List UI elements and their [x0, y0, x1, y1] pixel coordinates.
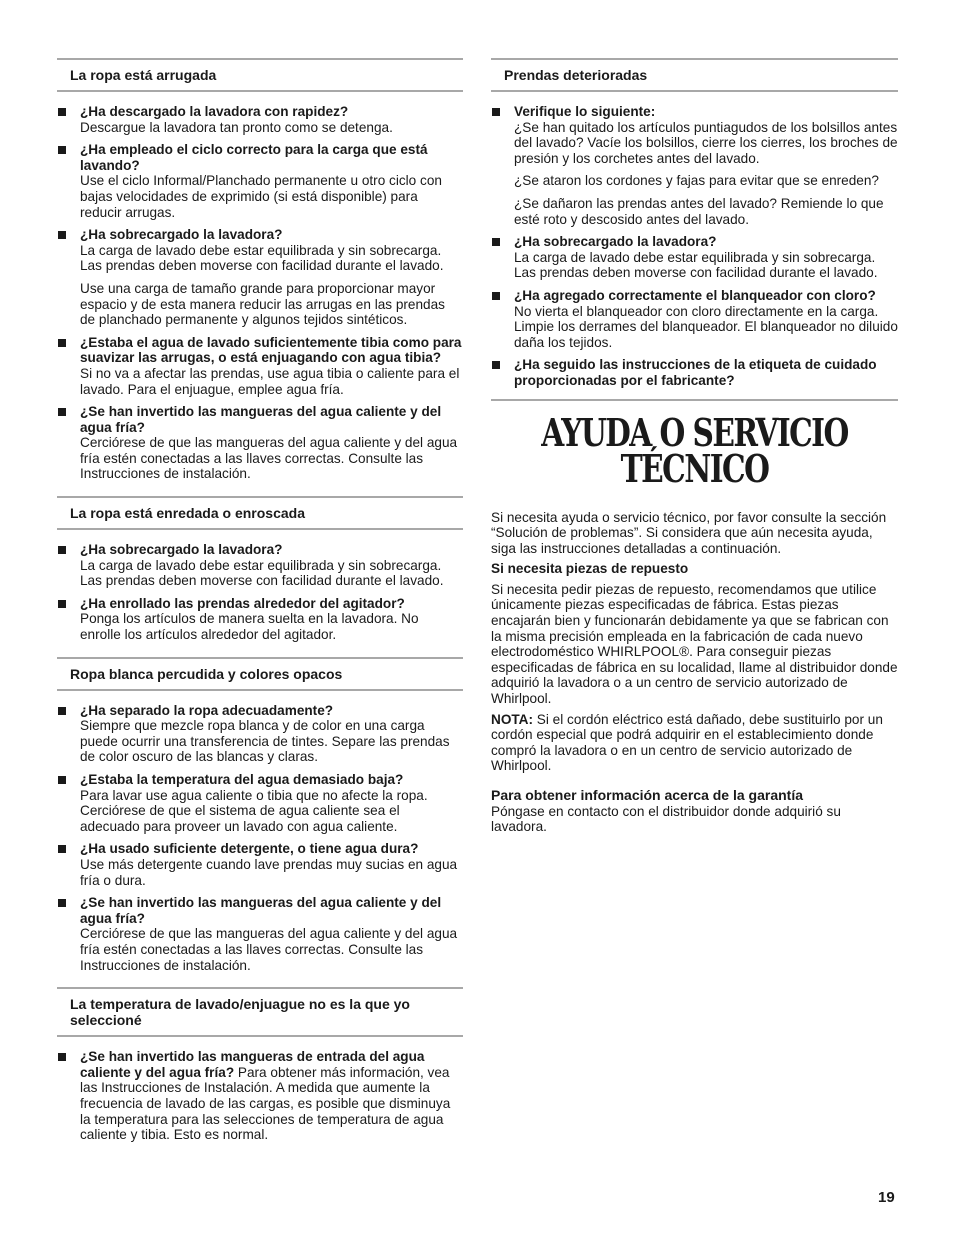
- item-extra-text: ¿Se dañaron las prendas antes del lavado? Remiende lo que esté roto y descosido antes del lavado.: [514, 195, 884, 227]
- section-heading: Ropa blanca percudida y colores opacos: [57, 657, 463, 691]
- item-text: La carga de lavado debe estar equilibrada y sin sobrecarga. Las prendas deben moverse con facilidad durante el lavado.: [80, 557, 444, 589]
- bullet-square-icon: [58, 707, 66, 715]
- item-question: ¿Se han invertido las mangueras de entrada del agua caliente y del agua fría?: [80, 1049, 425, 1080]
- section-heading: La ropa está enredada o enroscada: [57, 496, 463, 530]
- list-item: [57, 335, 463, 397]
- section-ropa-arrugada: [57, 58, 463, 496]
- item-question: ¿Ha separado la ropa adecuadamente?: [80, 702, 334, 718]
- item-question: ¿Ha agregado correctamente el blanqueador con cloro?: [514, 287, 876, 303]
- bullet-square-icon: [492, 361, 500, 369]
- section-ropa-percudida: [57, 657, 463, 988]
- list-item: [57, 142, 463, 220]
- item-text: Use más detergente cuando lave prendas muy sucias en agua fría o dura.: [80, 856, 458, 888]
- bullet-square-icon: [58, 845, 66, 853]
- item-text: La carga de lavado debe estar equilibrada y sin sobrecarga. Las prendas deben moverse con facilidad durante el lavado.: [514, 249, 878, 281]
- list-item: [491, 104, 898, 227]
- section-heading: Prendas deterioradas: [491, 58, 898, 92]
- item-question: Verifique lo siguiente:: [514, 104, 656, 119]
- list-item: [491, 357, 898, 388]
- note-text: Si el cordón eléctrico está dañado, debe sustituirlo por un cordón especial que podrá adquirir en el establecimiento donde compró la lavadora o en un centro de servicio autorizado de Whirlpool.: [491, 711, 883, 774]
- bullet-square-icon: [58, 1053, 66, 1061]
- bullet-square-icon: [58, 600, 66, 608]
- list-item: [57, 841, 463, 888]
- list-item: [57, 104, 463, 135]
- item-question: ¿Ha sobrecargado la lavadora?: [80, 227, 283, 243]
- parts-heading: Si necesita piezas de repuesto: [491, 561, 689, 577]
- bullet-square-icon: [58, 408, 66, 416]
- item-question: ¿Ha usado suficiente detergente, o tiene agua dura?: [80, 841, 419, 857]
- item-text: Siempre que mezcle ropa blanca y de color en una carga puede ocurrir una transferencia de tintes. Separe las prendas de color oscuro de las blancas y claras.: [80, 718, 450, 765]
- left-column: [57, 58, 463, 1150]
- list-item: [491, 288, 898, 350]
- item-text: Cerciórese de que las mangueras del agua caliente y del agua fría estén conectadas a las llaves correctas. Consulte las Instrucciones de instalación.: [80, 926, 458, 973]
- bullet-square-icon: [58, 776, 66, 784]
- item-text: Si no va a afectar las prendas, use agua tibia o caliente para el lavado. Para el enjuague, emplee agua fría.: [80, 365, 460, 397]
- list-item: [57, 227, 463, 328]
- warranty-paragraph: Póngase en contacto con el distribuidor donde adquirió su lavadora.: [491, 803, 841, 835]
- item-question: ¿Ha seguido las instrucciones de la etiqueta de cuidado proporcionadas por el fabricante?: [514, 357, 877, 388]
- list-item: [57, 772, 463, 834]
- item-text: La carga de lavado debe estar equilibrada y sin sobrecarga. Las prendas deben moverse con facilidad durante el lavado.: [80, 242, 444, 274]
- item-question: ¿Ha sobrecargado la lavadora?: [514, 234, 717, 250]
- item-text: Ponga los artículos de manera suelta en la lavadora. No enrolle los artículos alrededor del agitador.: [80, 611, 419, 643]
- list-item: [57, 596, 463, 643]
- section-ropa-enredada: [57, 496, 463, 657]
- item-question: ¿Ha empleado el ciclo correcto para la carga que está lavando?: [80, 142, 428, 173]
- bullet-square-icon: [58, 146, 66, 154]
- bullet-square-icon: [58, 108, 66, 116]
- item-question: ¿Estaba la temperatura del agua demasiado baja?: [80, 772, 404, 787]
- item-extra-text: ¿Se ataron los cordones y fajas para evitar que se enreden?: [514, 173, 879, 189]
- section-prendas-deterioradas: [491, 58, 898, 389]
- item-text: No vierta el blanqueador con cloro directamente en la carga. Limpie los derrames del blanqueador. El blanqueador no diluido daña los tejidos.: [514, 303, 898, 350]
- item-question: ¿Estaba el agua de lavado suficientemente tibia como para suavizar las arrugas, o está enjuagando con agua tibia?: [80, 334, 462, 366]
- page-title-line: AYUDA O SERVICIO: [541, 409, 848, 455]
- list-item: [57, 703, 463, 765]
- item-question: ¿Se han invertido las mangueras del agua caliente y del agua fría?: [80, 895, 442, 926]
- list-item: [57, 895, 463, 973]
- item-text: ¿Se han quitado los artículos puntiagudos de los bolsillos antes del lavado? Vacíe los bolsillos, cierre los cierres, los broches de presión y los corchetes antes del lavado.: [514, 119, 898, 166]
- page-title: [536, 409, 853, 491]
- divider: [491, 399, 898, 401]
- warranty-heading: Para obtener información acerca de la garantía: [491, 787, 804, 803]
- right-column: [491, 58, 898, 840]
- intro-paragraph: Si necesita ayuda o servicio técnico, por favor consulte la sección “Solución de problemas”. Si considera que aún necesita ayuda, siga las instrucciones detalladas a continuación.: [491, 509, 887, 556]
- bullet-square-icon: [492, 292, 500, 300]
- bullet-square-icon: [58, 339, 66, 347]
- list-item: [57, 542, 463, 589]
- bullet-square-icon: [58, 899, 66, 907]
- bullet-square-icon: [492, 108, 500, 116]
- section-heading: La ropa está arrugada: [57, 58, 463, 92]
- item-text: Use el ciclo Informal/Planchado permanente u otro ciclo con bajas velocidades de exprimido (si está disponible) para reducir arrugas.: [80, 173, 442, 220]
- bullet-square-icon: [58, 231, 66, 239]
- bullet-square-icon: [492, 238, 500, 246]
- item-question: ¿Ha descargado la lavadora con rapidez?: [80, 104, 349, 119]
- list-item: [57, 404, 463, 482]
- list-item: [57, 1049, 463, 1143]
- bullet-square-icon: [58, 546, 66, 554]
- item-text: Cerciórese de que las mangueras del agua caliente y del agua fría estén conectadas a las llaves correctas. Consulte las Instrucciones de instalación.: [80, 435, 458, 482]
- item-text: Para lavar use agua caliente o tibia que no afecte la ropa. Cerciórese de que el sistema de agua caliente sea el adecuado para proveer un lavado con agua caliente.: [80, 787, 428, 834]
- item-extra-text: Use una carga de tamaño grande para proporcionar mayor espacio y de esta manera reducir las arrugas en las prendas de planchado permanente y algunos tejidos sintéticos.: [80, 280, 445, 328]
- section-temperatura: [57, 987, 463, 1143]
- item-question: ¿Ha enrollado las prendas alrededor del agitador?: [80, 595, 405, 611]
- section-heading: La temperatura de lavado/enjuague no es la que yo seleccioné: [57, 987, 463, 1037]
- page-title-line: TÉCNICO: [620, 445, 769, 491]
- item-question: ¿Se han invertido las mangueras del agua caliente y del agua fría?: [80, 404, 442, 435]
- page-number: 19: [878, 1189, 895, 1206]
- parts-paragraph: Si necesita pedir piezas de repuesto, recomendamos que utilice únicamente piezas especificadas de fábrica. Estas piezas encajarán bien y funcionarán debidamente ya que se fabrican con la misma precisión empleada en la fabricación de cada nuevo electrodoméstico WHIRLPOOL®. Para conseguir piezas especificadas de fábrica en su localidad, llame al distribuidor donde adquirió la lavadora o a un centro de servicio autorizado de Whirlpool.: [491, 581, 898, 707]
- note-paragraph: [491, 712, 898, 774]
- note-label: NOTA:: [491, 711, 534, 727]
- list-item: [491, 234, 898, 281]
- item-question: ¿Ha sobrecargado la lavadora?: [80, 542, 283, 558]
- item-text: Descargue la lavadora tan pronto como se detenga.: [80, 119, 393, 135]
- item-text: Para obtener más información, vea las Instrucciones de Instalación. A medida que aumente la frecuencia de lavado de las cargas, es posible que disminuya la temperatura para las selecciones de temperatura de agua caliente y tibia. Esto es normal.: [80, 1064, 451, 1143]
